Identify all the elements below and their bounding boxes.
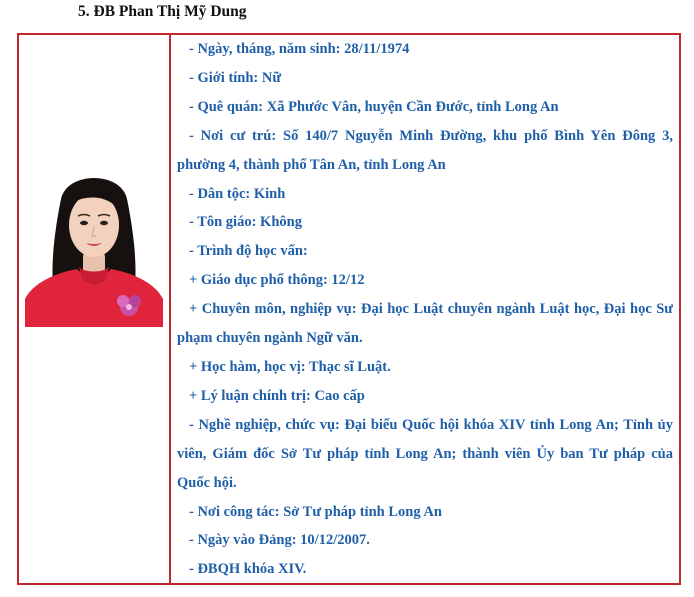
field-residence: - Nơi cư trú: Số 140/7 Nguyễn Minh Đường, khu phố Bình Yên Đông 3, phường 4, thành phố Tân An, tỉnh Long An — [177, 127, 673, 173]
delegate-info-column — [177, 35, 673, 584]
portrait-illustration — [25, 159, 163, 327]
delegate-profile-card — [17, 33, 681, 585]
field-workplace: - Nơi công tác: Sở Tư pháp tỉnh Long An — [189, 503, 442, 520]
field-political-theory: + Lý luận chính trị: Cao cấp — [189, 387, 365, 404]
field-degree: + Học hàm, học vị: Thạc sĩ Luật. — [189, 358, 391, 375]
field-religion: - Tôn giáo: Không — [189, 214, 302, 231]
field-general-education: + Giáo dục phổ thông: 12/12 — [189, 272, 365, 289]
delegate-portrait-photo — [25, 159, 163, 327]
field-party-date: - Ngày vào Đảng: 10/12/2007. — [189, 532, 370, 549]
field-gender: - Giới tính: Nữ — [189, 69, 282, 86]
field-dob: - Ngày, tháng, năm sinh: 28/11/1974 — [189, 41, 410, 57]
delegate-heading: 5. ĐB Phan Thị Mỹ Dung — [78, 3, 247, 20]
column-divider — [169, 35, 171, 583]
field-occupation: - Nghề nghiệp, chức vụ: Đại biểu Quốc hội khóa XIV tỉnh Long An; Tỉnh ủy viên, Giám đốc Sở Tư pháp tỉnh Long An; thành viên Ủy ban Tư pháp của Quốc hội. — [177, 416, 673, 491]
field-education: - Trình độ học vấn: — [189, 243, 308, 260]
field-ethnicity: - Dân tộc: Kinh — [189, 185, 286, 202]
field-hometown: - Quê quán: Xã Phước Vân, huyện Cần Đước, tỉnh Long An — [189, 98, 559, 115]
field-delegate: - ĐBQH khóa XIV. — [189, 561, 307, 578]
field-specialization: + Chuyên môn, nghiệp vụ: Đại học Luật chuyên ngành Luật học, Đại học Sư phạm chuyên ngành Ngữ văn. — [177, 301, 673, 347]
